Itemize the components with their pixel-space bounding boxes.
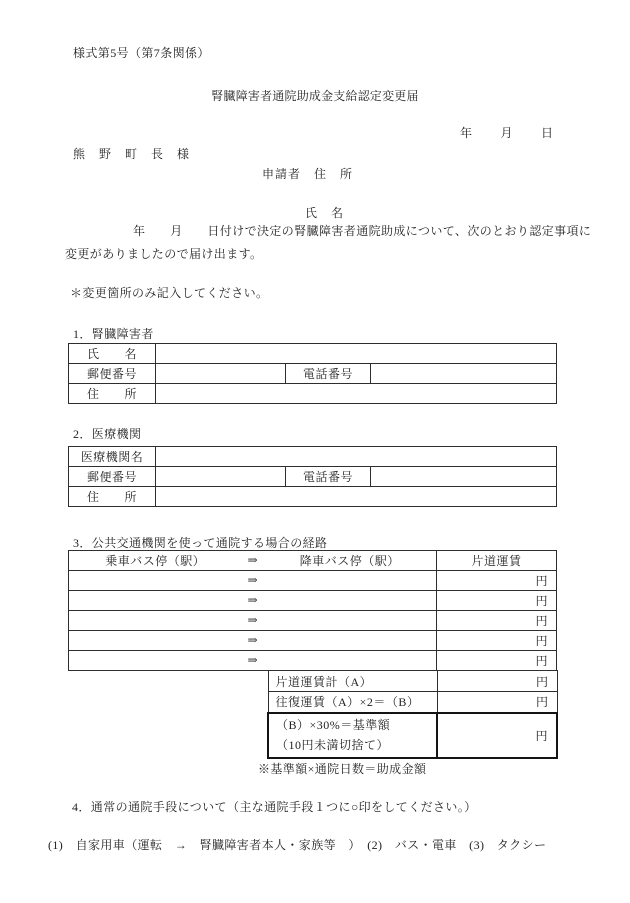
board-stop-header: 乗車バス停（駅） <box>105 554 206 568</box>
hospital-postal-value-cell <box>156 467 286 487</box>
route-row <box>69 651 557 671</box>
fare-unit-cell: 円 <box>437 651 557 671</box>
fare-summary-table <box>267 670 558 759</box>
route-cell <box>69 571 437 591</box>
patient-postal-value-cell <box>156 364 286 384</box>
fare-header: 片道運賃 <box>437 551 557 571</box>
arrow-icon: ⇒ <box>247 553 258 567</box>
arrow-icon: ⇒ <box>247 573 258 587</box>
hospital-phone-value-cell <box>371 467 557 487</box>
hospital-address-value-cell <box>156 487 557 507</box>
table-row <box>69 467 557 487</box>
route-table <box>68 550 557 671</box>
applicant-name-label: 氏 名 <box>305 206 345 220</box>
applicant-address-label: 申請者 住 所 <box>262 167 354 181</box>
arrow-icon: ⇒ <box>247 593 258 607</box>
hospital-table <box>68 446 557 507</box>
hospital-address-label: 住 所 <box>69 487 156 507</box>
instruction-note: ＊変更箇所のみ記入してください。 <box>70 286 269 300</box>
arrow-icon: ⇒ <box>247 653 258 667</box>
patient-phone-value-cell <box>371 364 557 384</box>
oneway-total-row <box>268 671 557 692</box>
route-row <box>69 631 557 651</box>
fare-unit-cell: 円 <box>437 611 557 631</box>
table-row <box>69 447 557 467</box>
patient-name-label: 氏 名 <box>69 344 156 364</box>
patient-table <box>68 343 557 404</box>
base-amount-row <box>268 713 557 758</box>
route-header-row <box>69 551 557 571</box>
formula-note: ※基準額×通院日数＝助成金額 <box>258 762 427 776</box>
oneway-total-label: 片道運賃計（A） <box>268 671 437 692</box>
route-cell <box>69 631 437 651</box>
fare-unit-cell: 円 <box>437 571 557 591</box>
route-row <box>69 591 557 611</box>
document-title: 腎臓障害者通院助成金支給認定変更届 <box>211 89 419 103</box>
route-cell <box>69 591 437 611</box>
patient-address-label: 住 所 <box>69 384 156 404</box>
oneway-total-value-cell: 円 <box>437 671 557 692</box>
base-amount-label-cell <box>268 713 437 758</box>
route-row <box>69 611 557 631</box>
hospital-postal-label: 郵便番号 <box>69 467 156 487</box>
base-amount-line1: （B）×30%＝基準額 <box>276 718 391 732</box>
route-cell <box>69 651 437 671</box>
roundtrip-label: 往復運賃（A）×2＝（B） <box>268 692 437 713</box>
intro-line-1: 年 月 日付けで決定の腎臓障害者通院助成について、次のとおり認定事項に <box>133 224 592 238</box>
fare-unit-cell: 円 <box>437 591 557 611</box>
patient-phone-label: 電話番号 <box>286 364 371 384</box>
intro-line-2: 変更がありましたので届け出ます。 <box>65 247 263 261</box>
patient-postal-label: 郵便番号 <box>69 364 156 384</box>
section2-heading: 2．医療機関 <box>73 427 142 441</box>
table-row <box>69 487 557 507</box>
section4-heading: 4．通常の通院手段について（主な通院手段１つに○印をしてください。） <box>72 800 477 814</box>
addressee: 熊 野 町 長 様 <box>73 147 191 161</box>
hospital-name-value-cell <box>156 447 557 467</box>
roundtrip-row <box>268 692 557 713</box>
alight-stop-header: 降車バス停（駅） <box>299 554 400 568</box>
hospital-name-label: 医療機関名 <box>69 447 156 467</box>
fare-unit-cell: 円 <box>437 631 557 651</box>
patient-address-value-cell <box>156 384 557 404</box>
arrow-icon: ⇒ <box>247 633 258 647</box>
route-cell <box>69 611 437 631</box>
patient-name-value-cell <box>156 344 557 364</box>
date-line: 年 月 日 <box>460 126 555 140</box>
table-row <box>69 364 557 384</box>
route-header-cell <box>69 551 437 571</box>
hospital-phone-label: 電話番号 <box>286 467 371 487</box>
section1-heading: 1．腎臓障害者 <box>73 327 154 341</box>
form-number: 様式第5号（第7条関係） <box>73 46 210 60</box>
route-row <box>69 571 557 591</box>
base-amount-value-cell: 円 <box>437 713 557 758</box>
table-row <box>69 384 557 404</box>
roundtrip-value-cell: 円 <box>437 692 557 713</box>
arrow-icon: ⇒ <box>247 613 258 627</box>
table-row <box>69 344 557 364</box>
transport-options-line: (1) 自家用車（運転 → 腎臓障害者本人・家族等 ） (2) バス・電車 (3) タクシー <box>48 838 547 852</box>
base-amount-line2: （10円未満切捨て） <box>276 738 390 752</box>
section3-heading: 3．公共交通機関を使って通院する場合の経路 <box>73 536 328 550</box>
